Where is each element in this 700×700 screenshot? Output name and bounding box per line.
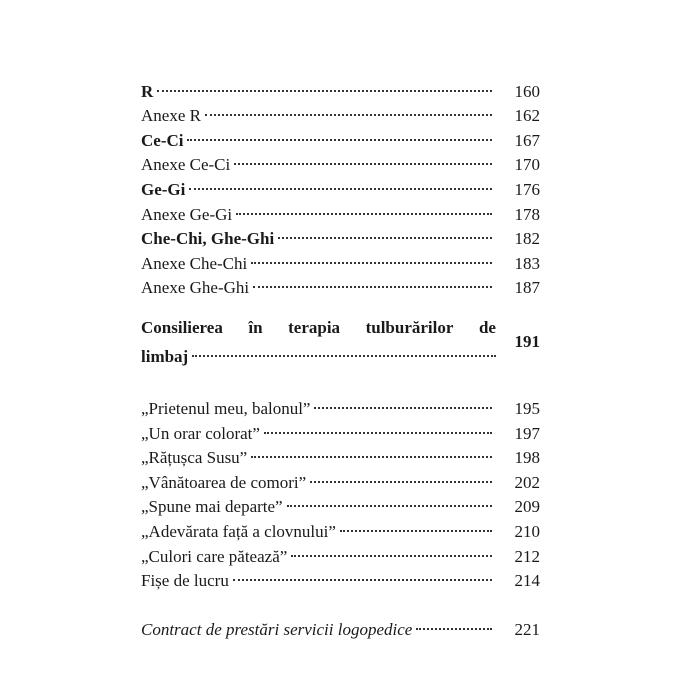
toc-entry-page: 183 [514,253,540,273]
toc-entry-title: Che-Chi, Ghe-Ghi [141,229,275,249]
toc-entry-title: „Rățușca Susu” [141,448,248,468]
toc-entry-title: Contract de prestări servicii logopedice [141,619,413,639]
table-of-contents [141,72,540,639]
toc-entry-page: 170 [514,155,540,175]
toc-entry-title: Anexe Ce-Ci [141,155,231,175]
toc-entry-title: „Vânătoarea de comori” [141,472,307,492]
toc-entry-title: Fișe de lucru [141,571,229,591]
dot-leader [287,488,492,513]
dot-leader [187,121,492,146]
toc-entry-page: 214 [514,571,540,591]
dot-leader [340,512,492,537]
toc-entry [141,121,540,150]
dot-leader [192,339,496,362]
dot-leader [236,195,492,220]
chapter-word: Consilierea [141,318,223,338]
toc-entry [141,170,540,199]
toc-entry [141,610,540,639]
dot-leader [416,610,492,635]
chapter-word: tulburărilor [365,318,454,338]
chapter-title [141,316,496,368]
toc-entry [141,195,540,224]
dot-leader [314,389,492,414]
dot-leader [251,439,492,464]
dot-leader [233,562,492,587]
chapter-word: limbaj [141,347,189,367]
toc-entry-page: 187 [514,278,540,298]
toc-entry-page: 178 [514,204,540,224]
toc-entry-page: 212 [514,546,540,566]
dot-leader [157,72,492,97]
toc-entry-page: 197 [514,423,540,443]
dot-leader [251,244,492,269]
toc-entry-page: 202 [514,472,540,492]
toc-entry-page: 167 [514,130,540,150]
chapter-page: 191 [514,332,540,352]
toc-entry-page: 221 [514,619,540,639]
chapter-word: în [248,318,263,338]
section-spacer [141,367,540,389]
toc-entry-title: Ge-Gi [141,179,186,199]
toc-entry-title: Anexe R [141,106,201,126]
toc-entry-page: 182 [514,229,540,249]
toc-entry-title: Anexe Che-Chi [141,253,248,273]
dot-leader [205,97,492,122]
toc-entry-page: 162 [514,106,540,126]
toc-entry-page: 210 [514,521,540,541]
toc-entry-title: „Culori care pătează” [141,546,288,566]
dot-leader [310,463,492,488]
toc-entry-title: „Adevărata față a clovnului” [141,521,336,541]
chapter-word: terapia [288,318,341,338]
toc-entry-page: 209 [514,497,540,517]
toc-entry-page: 198 [514,448,540,468]
toc-entry-page: 160 [514,81,540,101]
chapter-word: de [478,318,496,338]
dot-leader [291,537,492,562]
dot-leader [234,146,492,171]
toc-entry-page: 195 [514,398,540,418]
toc-entry-title: Anexe Ghe-Ghi [141,278,250,298]
toc-entry [141,389,540,418]
toc-entry-title: „Spune mai departe” [141,497,283,517]
dot-leader [264,414,492,439]
toc-entry-title: „Prietenul meu, balonul” [141,398,311,418]
dot-leader [189,170,492,195]
toc-entry [141,97,540,126]
toc-entry-title: Ce-Ci [141,130,184,150]
chapter-title-line2 [141,339,496,368]
chapter-title-line1 [141,316,496,339]
toc-entry-title: R [141,81,154,101]
toc-entry [141,146,540,175]
dot-leader [278,220,492,245]
dot-leader [253,269,492,294]
toc-entry-title: „Un orar colorat” [141,423,260,443]
toc-entry-title: Anexe Ge-Gi [141,204,233,224]
toc-entry [141,72,540,101]
toc-entry-page: 176 [514,179,540,199]
chapter-entry [141,317,540,367]
